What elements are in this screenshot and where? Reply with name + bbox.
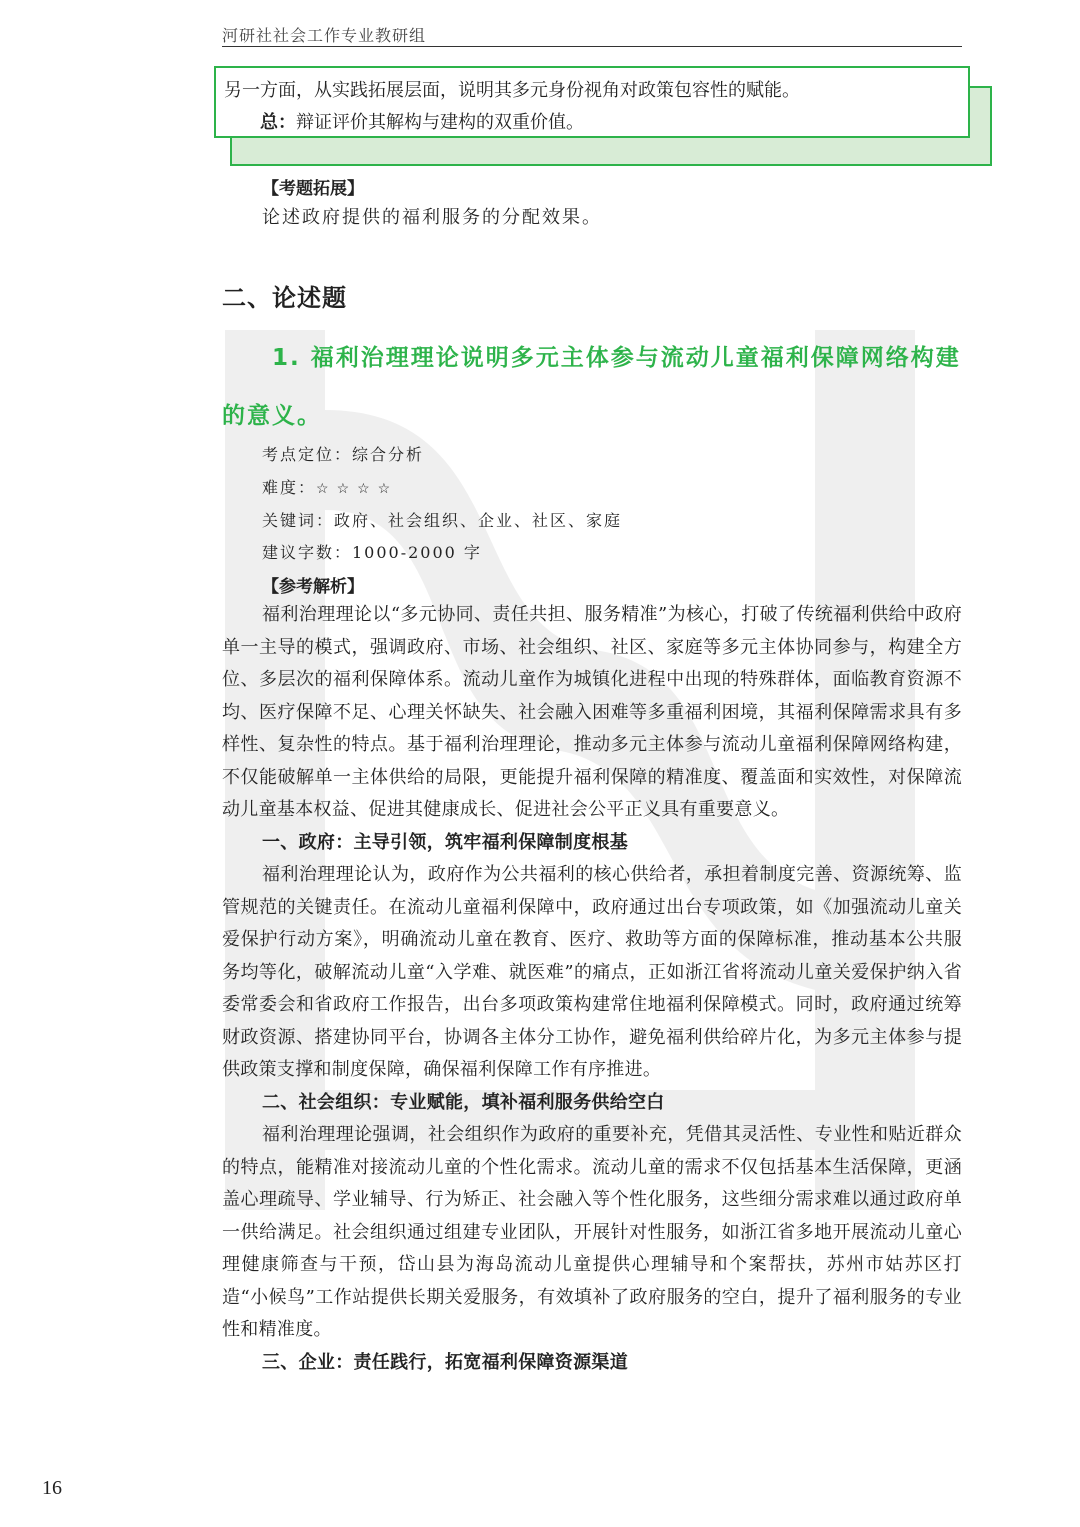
- difficulty-stars: ☆☆☆☆: [316, 481, 399, 497]
- extension-text: 论述政府提供的福利服务的分配效果。: [262, 207, 602, 228]
- subheading-government: 一、政府：主导引领，筑牢福利保障制度根基: [262, 831, 628, 853]
- section-title: 二、论述题: [222, 284, 347, 312]
- paragraph-government: 福利治理理论认为，政府作为公共福利的核心供给者，承担着制度完善、资源统筹、监管规范的关键责任。在流动儿童福利保障中，政府通过出台专项政策，如《加强流动儿童关爱保护行动方案》，明确流动儿童在教育、医疗、救助等方面的保障标准，推动基本公共服务均等化，破解流动儿童“入学难、就医难”的痛点，正如浙江省将流动儿童关爱保护纳入省委常委会和省政府工作报告，出台多项政策构建常住地福利保障模式。同时，政府通过统筹财政资源、搭建协同平台，协调各主体分工协作，避免福利供给碎片化，为多元主体参与提供政策支撑和制度保障，确保福利保障工作有序推进。: [222, 864, 962, 1080]
- meta-word-count: 建议字数：1000-2000 字: [262, 543, 482, 562]
- meta-position: 考点定位：综合分析: [262, 445, 425, 464]
- summary-box-line: 另一方面，从实践拓展层面，说明其多元身份视角对政策包容性的赋能。: [224, 80, 800, 101]
- page-number: 16: [42, 1477, 62, 1499]
- question-title: 1. 福利治理理论说明多元主体参与流动儿童福利保障网络构建的意义。: [222, 345, 961, 429]
- summary-box-conclusion: [260, 108, 584, 134]
- analysis-title: 【参考解析】: [262, 577, 364, 597]
- subheading-social-organization: 二、社会组织：专业赋能，填补福利服务供给空白: [262, 1091, 665, 1113]
- summary-box: [214, 66, 970, 138]
- paragraph-social-organization: 福利治理理论强调，社会组织作为政府的重要补充，凭借其灵活性、专业性和贴近群众的特点，能精准对接流动儿童的个性化需求。流动儿童的需求不仅包括基本生活保障，更涵盖心理疏导、学业辅导、行为矫正、社会融入等个性化服务，这些细分需求难以通过政府单一供给满足。社会组织通过组建专业团队，开展针对性服务，如浙江省多地开展流动儿童心理健康筛查与干预，岱山县为海岛流动儿童提供心理辅导和个案帮扶，苏州市姑苏区打造“小候鸟”工作站提供长期关爱服务，有效填补了政府服务的空白，提升了福利服务的专业性和精准度。: [222, 1124, 962, 1340]
- header-title: 河研社社会工作专业教研组: [222, 26, 427, 45]
- page-header: [222, 20, 962, 47]
- analysis-intro: 福利治理理论以“多元协同、责任共担、服务精准”为核心，打破了传统福利供给中政府单一主导的模式，强调政府、市场、社会组织、社区、家庭等多元主体协同参与，构建全方位、多层次的福利保障体系。流动儿童作为城镇化进程中出现的特殊群体，面临教育资源不均、医疗保障不足、心理关怀缺失、社会融入困难等多重福利困境，其福利保障需求具有多样性、复杂性的特点。基于福利治理理论，推动多元主体参与流动儿童福利保障网络构建，不仅能破解单一主体供给的局限，更能提升福利保障的精准度、覆盖面和实效性，对保障流动儿童基本权益、促进其健康成长、促进社会公平正义具有重要意义。: [222, 604, 962, 820]
- summary-label: 总：: [260, 112, 296, 133]
- meta-keywords: 关键词：政府、社会组织、企业、社区、家庭: [262, 511, 623, 530]
- meta-difficulty: [262, 475, 398, 498]
- analysis-body: [222, 599, 962, 1379]
- summary-text: 辩证评价其解构与建构的双重价值。: [296, 112, 584, 133]
- difficulty-label: 难度：: [262, 478, 317, 497]
- extension-title: 【考题拓展】: [262, 179, 364, 199]
- subheading-enterprise: 三、企业：责任践行，拓宽福利保障资源渠道: [262, 1351, 628, 1373]
